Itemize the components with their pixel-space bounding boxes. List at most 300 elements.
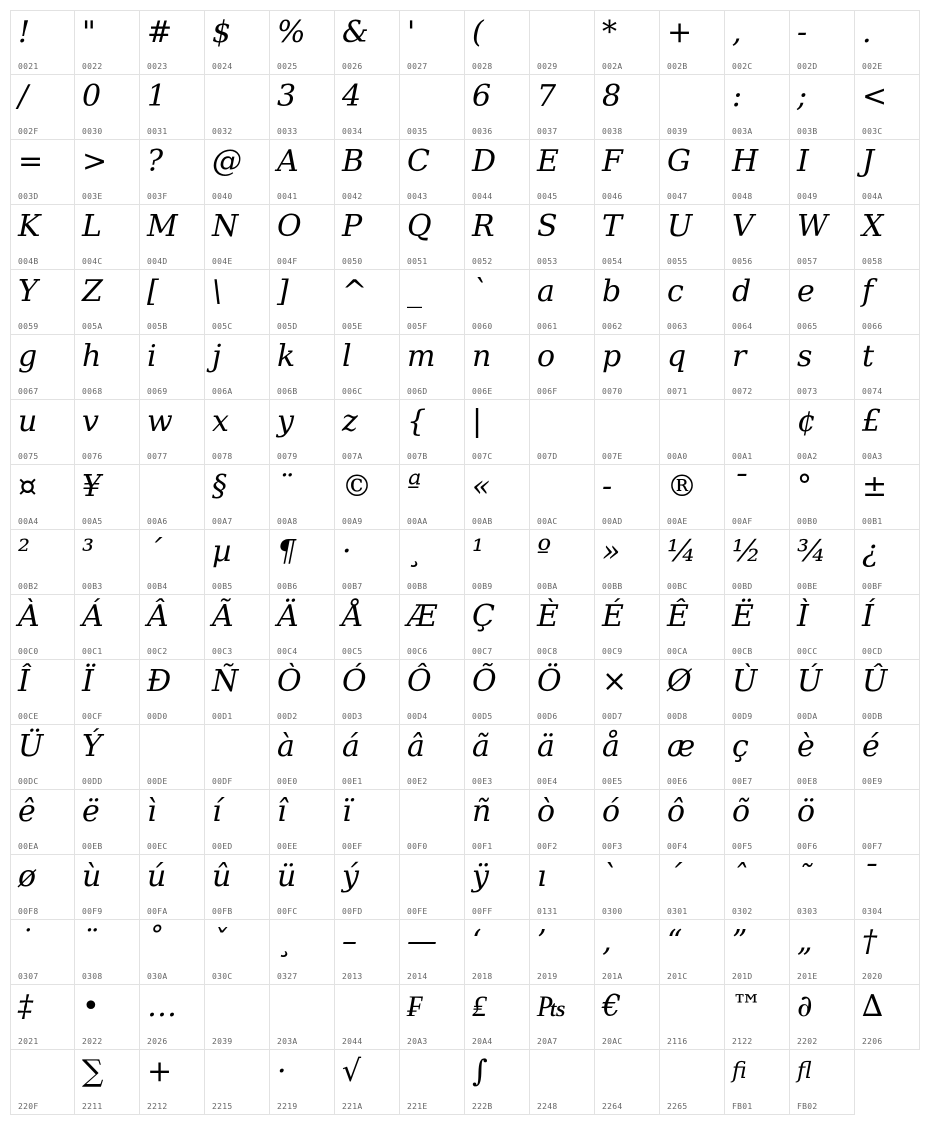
glyph-char: ¯ [732, 469, 747, 504]
glyph-codepoint: 0049 [797, 192, 818, 201]
glyph-char: ç [732, 729, 749, 764]
glyph-cell [140, 725, 205, 790]
glyph-codepoint: 2018 [472, 972, 493, 981]
glyph-char: d [732, 274, 752, 309]
glyph-codepoint: 006F [537, 387, 558, 396]
glyph-codepoint: 00AE [667, 517, 688, 526]
glyph-char: 1 [147, 79, 167, 114]
glyph-cell [855, 920, 920, 985]
glyph-char: ñ [472, 794, 492, 829]
glyph-codepoint: 0024 [212, 62, 233, 71]
glyph-char: N [212, 209, 239, 244]
glyph-cell [205, 270, 270, 335]
glyph-char: & [342, 15, 369, 50]
glyph-char: ò [537, 794, 556, 829]
glyph-cell [335, 1050, 400, 1115]
glyph-codepoint: 00A5 [82, 517, 103, 526]
glyph-cell [400, 140, 465, 205]
glyph-cell [725, 985, 790, 1050]
glyph-char: @ [212, 144, 242, 179]
glyph-cell [10, 855, 75, 920]
glyph-cell [335, 205, 400, 270]
glyph-codepoint: 00E3 [472, 777, 493, 786]
glyph-char: Í [862, 599, 874, 634]
glyph-char: ë [82, 794, 100, 829]
glyph-cell [75, 660, 140, 725]
glyph-codepoint: 0075 [18, 452, 39, 461]
glyph-cell [75, 335, 140, 400]
glyph-cell [335, 335, 400, 400]
glyph-char: ˋ [602, 859, 617, 894]
glyph-char: ý [342, 859, 359, 894]
glyph-cell [270, 270, 335, 335]
glyph-codepoint: 0053 [537, 257, 558, 266]
glyph-codepoint: 002A [602, 62, 623, 71]
glyph-cell [595, 10, 660, 75]
glyph-cell [855, 985, 920, 1050]
glyph-cell [725, 465, 790, 530]
glyph-char: f [862, 274, 874, 309]
glyph-cell [790, 985, 855, 1050]
glyph-codepoint: 00C3 [212, 647, 233, 656]
glyph-cell [725, 660, 790, 725]
glyph-char: ˚ [147, 924, 162, 959]
glyph-codepoint: 0064 [732, 322, 753, 331]
glyph-codepoint: 002B [667, 62, 688, 71]
glyph-cell [400, 205, 465, 270]
glyph-codepoint: 0036 [472, 127, 493, 136]
glyph-codepoint: 004D [147, 257, 168, 266]
glyph-char: P [342, 209, 363, 244]
glyph-cell [660, 725, 725, 790]
glyph-char: À [18, 599, 40, 634]
glyph-cell [270, 140, 335, 205]
glyph-codepoint: 00C7 [472, 647, 493, 656]
glyph-char: ‚ [602, 924, 612, 959]
glyph-cell [790, 205, 855, 270]
glyph-char: î [277, 794, 287, 829]
glyph-codepoint: 0044 [472, 192, 493, 201]
glyph-cell [270, 530, 335, 595]
glyph-codepoint: 00DA [797, 712, 818, 721]
glyph-cell [595, 465, 660, 530]
glyph-codepoint: 0070 [602, 387, 623, 396]
glyph-codepoint: FB02 [797, 1102, 818, 1111]
glyph-cell [660, 530, 725, 595]
glyph-char: % [277, 15, 306, 50]
glyph-char: 4 [342, 79, 362, 114]
glyph-codepoint: 00CC [797, 647, 818, 656]
glyph-codepoint: 0131 [537, 907, 558, 916]
glyph-cell [855, 725, 920, 790]
glyph-codepoint: 00A0 [667, 452, 688, 461]
glyph-codepoint: 00AC [537, 517, 558, 526]
glyph-cell [400, 530, 465, 595]
glyph-codepoint: 00B2 [18, 582, 39, 591]
glyph-codepoint: 00F4 [667, 842, 688, 851]
glyph-codepoint: 0327 [277, 972, 298, 981]
glyph-char: J [862, 144, 875, 179]
glyph-cell [790, 790, 855, 855]
glyph-cell [790, 920, 855, 985]
glyph-cell [140, 335, 205, 400]
glyph-char: Å [342, 599, 364, 634]
glyph-codepoint: 0027 [407, 62, 428, 71]
glyph-cell [595, 595, 660, 660]
glyph-char: ₣ [407, 989, 422, 1024]
glyph-cell [465, 270, 530, 335]
glyph-cell [855, 75, 920, 140]
glyph-codepoint: 003C [862, 127, 883, 136]
glyph-codepoint: 004B [18, 257, 39, 266]
glyph-char: ¸ [407, 534, 422, 569]
glyph-codepoint: 005F [407, 322, 428, 331]
glyph-cell [855, 530, 920, 595]
glyph-codepoint: 00A2 [797, 452, 818, 461]
glyph-codepoint: 00A4 [18, 517, 39, 526]
glyph-codepoint: 0023 [147, 62, 168, 71]
glyph-cell [725, 595, 790, 660]
glyph-char: ³ [82, 534, 95, 569]
glyph-cell [335, 400, 400, 465]
glyph-cell [790, 75, 855, 140]
glyph-cell [75, 920, 140, 985]
glyph-codepoint: 00A1 [732, 452, 753, 461]
glyph-char: ı [537, 859, 547, 894]
glyph-cell [140, 140, 205, 205]
glyph-cell [205, 660, 270, 725]
glyph-cell [660, 140, 725, 205]
glyph-char: _ [407, 274, 422, 309]
glyph-char: ' [407, 15, 416, 50]
glyph-cell [790, 1050, 855, 1115]
glyph-cell [400, 660, 465, 725]
glyph-char: t [862, 339, 875, 374]
glyph-codepoint: 2013 [342, 972, 363, 981]
glyph-cell [140, 465, 205, 530]
glyph-char: c [667, 274, 684, 309]
glyph-codepoint: 222B [472, 1102, 493, 1111]
glyph-codepoint: 00AA [407, 517, 428, 526]
glyph-cell [205, 75, 270, 140]
glyph-codepoint: 00B1 [862, 517, 883, 526]
glyph-codepoint: 00EA [18, 842, 39, 851]
glyph-cell [660, 75, 725, 140]
glyph-codepoint: 00A6 [147, 517, 168, 526]
glyph-codepoint: 002E [862, 62, 883, 71]
glyph-cell [660, 10, 725, 75]
glyph-codepoint: 00EF [342, 842, 363, 851]
glyph-codepoint: 20AC [602, 1037, 623, 1046]
glyph-codepoint: 00B9 [472, 582, 493, 591]
glyph-cell [725, 400, 790, 465]
glyph-cell [725, 10, 790, 75]
glyph-codepoint: 0046 [602, 192, 623, 201]
glyph-codepoint: 0076 [82, 452, 103, 461]
glyph-cell [270, 335, 335, 400]
glyph-char: . [862, 15, 872, 50]
glyph-codepoint: 00B8 [407, 582, 428, 591]
glyph-codepoint: 0028 [472, 62, 493, 71]
glyph-char: ì [147, 794, 157, 829]
glyph-cell [335, 660, 400, 725]
glyph-codepoint: 0031 [147, 127, 168, 136]
glyph-char: Y [18, 274, 38, 309]
glyph-codepoint: 00B0 [797, 517, 818, 526]
glyph-cell [595, 335, 660, 400]
glyph-cell [140, 790, 205, 855]
glyph-cell [790, 465, 855, 530]
glyph-codepoint: 0300 [602, 907, 623, 916]
glyph-cell [75, 140, 140, 205]
glyph-codepoint: 220F [18, 1102, 39, 1111]
glyph-codepoint: 00E4 [537, 777, 558, 786]
glyph-cell [595, 660, 660, 725]
glyph-cell [335, 530, 400, 595]
glyph-char: ¶ [277, 534, 297, 569]
glyph-codepoint: 2039 [212, 1037, 233, 1046]
glyph-char: æ [667, 729, 696, 764]
glyph-char: m [407, 339, 436, 374]
glyph-codepoint: 203A [277, 1037, 298, 1046]
glyph-codepoint: 00FF [472, 907, 493, 916]
glyph-cell [400, 1050, 465, 1115]
glyph-cell [270, 660, 335, 725]
glyph-codepoint: 00CA [667, 647, 688, 656]
glyph-codepoint: 0079 [277, 452, 298, 461]
glyph-cell [10, 10, 75, 75]
glyph-cell [205, 725, 270, 790]
glyph-cell [205, 465, 270, 530]
glyph-codepoint: 00F5 [732, 842, 753, 851]
glyph-cell [75, 1050, 140, 1115]
glyph-char: | [472, 404, 483, 439]
glyph-cell [75, 530, 140, 595]
glyph-cell [855, 660, 920, 725]
glyph-cell [270, 985, 335, 1050]
glyph-char: â [407, 729, 425, 764]
glyph-codepoint: 0061 [537, 322, 558, 331]
glyph-char: ∑ [82, 1054, 104, 1089]
glyph-char: õ [732, 794, 751, 829]
glyph-codepoint: 00C6 [407, 647, 428, 656]
glyph-codepoint: 002F [18, 127, 39, 136]
glyph-cell [335, 855, 400, 920]
glyph-char: √ [342, 1054, 362, 1089]
glyph-char: { [407, 404, 427, 439]
glyph-cell [205, 400, 270, 465]
glyph-char: ₧ [537, 989, 567, 1024]
glyph-char: Ç [472, 599, 495, 634]
glyph-cell [660, 920, 725, 985]
glyph-char: * [602, 15, 617, 50]
glyph-codepoint: 007E [602, 452, 623, 461]
glyph-cell [75, 10, 140, 75]
glyph-cell [205, 1050, 270, 1115]
glyph-codepoint: 0058 [862, 257, 883, 266]
glyph-cell [595, 1050, 660, 1115]
glyph-codepoint: 00E8 [797, 777, 818, 786]
glyph-char: V [732, 209, 754, 244]
glyph-codepoint: 00DC [18, 777, 39, 786]
glyph-codepoint: 004C [82, 257, 103, 266]
glyph-char: s [797, 339, 813, 374]
glyph-char: ` [472, 274, 487, 309]
glyph-char: ‡ [18, 989, 33, 1024]
glyph-char: Ã [212, 599, 234, 634]
glyph-cell [530, 790, 595, 855]
glyph-codepoint: 2116 [667, 1037, 688, 1046]
glyph-char: Á [82, 599, 104, 634]
glyph-cell [10, 985, 75, 1050]
glyph-codepoint: 00FE [407, 907, 428, 916]
glyph-cell [530, 920, 595, 985]
glyph-codepoint: 00CB [732, 647, 753, 656]
glyph-char: ¿ [862, 534, 879, 569]
glyph-codepoint: 007C [472, 452, 493, 461]
glyph-codepoint: 006E [472, 387, 493, 396]
glyph-codepoint: 0050 [342, 257, 363, 266]
glyph-codepoint: 0047 [667, 192, 688, 201]
glyph-char: + [147, 1054, 173, 1089]
glyph-char: û [212, 859, 232, 894]
glyph-codepoint: 0301 [667, 907, 688, 916]
glyph-codepoint: 00E7 [732, 777, 753, 786]
glyph-codepoint: 00CF [82, 712, 103, 721]
glyph-codepoint: 00C4 [277, 647, 298, 656]
glyph-codepoint: 00DD [82, 777, 103, 786]
glyph-codepoint: 221E [407, 1102, 428, 1111]
glyph-codepoint: 00E6 [667, 777, 688, 786]
glyph-char: p [602, 339, 622, 374]
glyph-cell [465, 400, 530, 465]
glyph-codepoint: 2202 [797, 1037, 818, 1046]
glyph-codepoint: 00F8 [18, 907, 39, 916]
glyph-codepoint: 0063 [667, 322, 688, 331]
glyph-char: £ [862, 404, 882, 439]
glyph-char: ₤ [472, 989, 487, 1024]
glyph-cell [855, 140, 920, 205]
glyph-codepoint: 0029 [537, 62, 558, 71]
glyph-cell [530, 660, 595, 725]
glyph-char: ¼ [667, 534, 697, 569]
glyph-char: [ [147, 274, 159, 309]
glyph-codepoint: 00C8 [537, 647, 558, 656]
glyph-char: ˆ [732, 859, 747, 894]
glyph-cell [855, 855, 920, 920]
glyph-codepoint: 00D1 [212, 712, 233, 721]
glyph-cell [660, 270, 725, 335]
glyph-codepoint: FB01 [732, 1102, 753, 1111]
glyph-char: é [862, 729, 880, 764]
glyph-codepoint: 004E [212, 257, 233, 266]
glyph-codepoint: 00CD [862, 647, 883, 656]
glyph-codepoint: 00C1 [82, 647, 103, 656]
glyph-codepoint: 00D9 [732, 712, 753, 721]
glyph-char: í [212, 794, 222, 829]
glyph-char: / [18, 79, 29, 114]
glyph-codepoint: 00E5 [602, 777, 623, 786]
glyph-codepoint: 00A3 [862, 452, 883, 461]
glyph-cell [205, 920, 270, 985]
glyph-codepoint: 0062 [602, 322, 623, 331]
glyph-char: † [862, 924, 877, 959]
glyph-codepoint: 0073 [797, 387, 818, 396]
glyph-char: å [602, 729, 620, 764]
glyph-codepoint: 00E2 [407, 777, 428, 786]
glyph-cell [270, 205, 335, 270]
glyph-codepoint: 0042 [342, 192, 363, 201]
glyph-char: ; [797, 79, 808, 114]
glyph-char: I [797, 144, 809, 179]
glyph-cell [10, 530, 75, 595]
glyph-char: ½ [732, 534, 762, 569]
glyph-char: Î [18, 664, 30, 699]
glyph-cell [400, 10, 465, 75]
glyph-cell [205, 205, 270, 270]
glyph-codepoint: 00AF [732, 517, 753, 526]
glyph-codepoint: 003D [18, 192, 39, 201]
glyph-codepoint: 00BC [667, 582, 688, 591]
glyph-char: ( [472, 15, 484, 50]
glyph-char: k [277, 339, 296, 374]
glyph-char: ´ [147, 534, 162, 569]
glyph-codepoint: 0077 [147, 452, 168, 461]
glyph-codepoint: 003F [147, 192, 168, 201]
glyph-cell [660, 205, 725, 270]
glyph-char: – [342, 924, 357, 959]
glyph-codepoint: 2019 [537, 972, 558, 981]
glyph-char: U [667, 209, 693, 244]
glyph-codepoint: 00F3 [602, 842, 623, 851]
glyph-char: Ä [277, 599, 299, 634]
glyph-cell [10, 270, 75, 335]
glyph-codepoint: 0303 [797, 907, 818, 916]
glyph-cell [10, 465, 75, 530]
glyph-cell [205, 985, 270, 1050]
glyph-char: K [18, 209, 41, 244]
glyph-char: Ô [407, 664, 432, 699]
glyph-char: R [472, 209, 495, 244]
glyph-codepoint: 0041 [277, 192, 298, 201]
glyph-codepoint: 0025 [277, 62, 298, 71]
glyph-char: ™ [732, 989, 762, 1024]
glyph-codepoint: 030A [147, 972, 168, 981]
glyph-codepoint: 00BA [537, 582, 558, 591]
glyph-cell [10, 205, 75, 270]
glyph-cell [530, 595, 595, 660]
glyph-codepoint: 005B [147, 322, 168, 331]
glyph-char: Ù [732, 664, 758, 699]
glyph-char: o [537, 339, 556, 374]
glyph-codepoint: 0067 [18, 387, 39, 396]
glyph-cell [530, 10, 595, 75]
glyph-cell [140, 530, 205, 595]
glyph-cell [855, 205, 920, 270]
glyph-cell [10, 660, 75, 725]
glyph-char: + [667, 15, 693, 50]
glyph-char: ª [407, 469, 422, 504]
glyph-codepoint: 0030 [82, 127, 103, 136]
glyph-codepoint: 0040 [212, 192, 233, 201]
glyph-cell [855, 465, 920, 530]
glyph-cell [10, 400, 75, 465]
glyph-codepoint: 004A [862, 192, 883, 201]
glyph-cell [595, 140, 660, 205]
glyph-char: ä [537, 729, 555, 764]
glyph-char: ÿ [472, 859, 489, 894]
glyph-codepoint: 00D7 [602, 712, 623, 721]
